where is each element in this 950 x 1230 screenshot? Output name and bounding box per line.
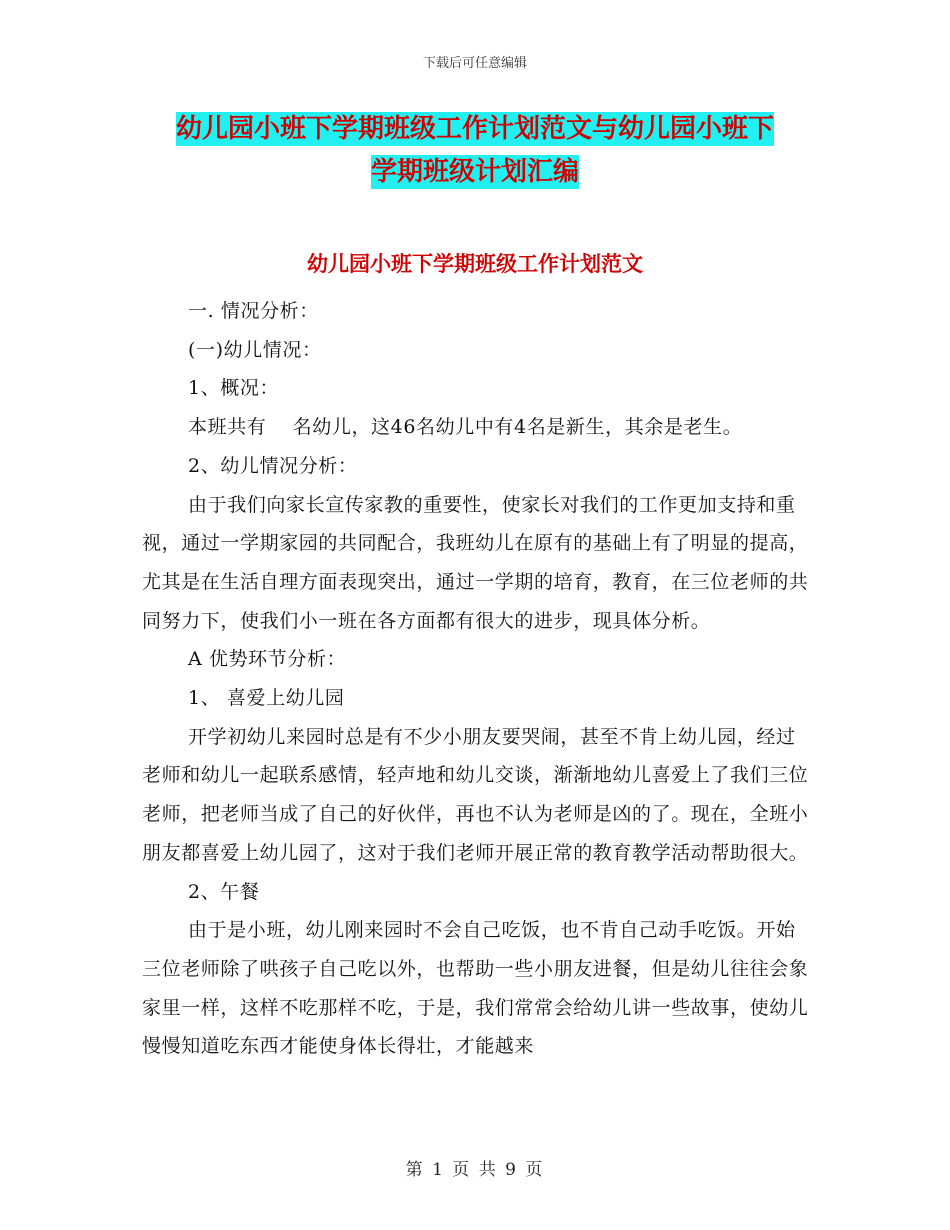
document-title (140, 108, 810, 194)
title-line-2: 学期班级计划汇编 (370, 157, 579, 187)
paragraph-overview: 本班共有 名幼儿，这46名幼儿中有4名是新生，其余是老生。 (188, 416, 743, 439)
page-number-footer: 第 1 页 共 9 页 (405, 1160, 545, 1180)
paragraph-children-analysis: 由于我们向家长宣传家教的重要性，使家长对我们的工作更加支持和重视，通过一学期家园的共同配合，我班幼儿在原有的基础上有了明显的提高，尤其是在生活自理方面表现突出，通过一学期的培育，教育，在三位老师的共同努力下，使我们小一班在各方面都有很大的进步，现具体分析。 (142, 493, 809, 632)
section-title: 幼儿园小班下学期班级工作计划范文 (307, 252, 643, 276)
heading-like-kindergarten: 1、 喜爱上幼儿园 (188, 687, 345, 710)
title-line-1: 幼儿园小班下学期班级工作计划范文与幼儿园小班下 (175, 114, 774, 144)
paragraph-like-kindergarten: 开学初幼儿来园时总是有不少小朋友要哭闹，甚至不肯上幼儿园，经过老师和幼儿一起联系感情，轻声地和幼儿交谈，渐渐地幼儿喜爱上了我们三位老师，把老师当成了自己的好伙伴，再也不认为老师是凶的了。现在，全班小朋友都喜爱上幼儿园了，这对于我们老师开展正常的教育教学活动帮助很大。 (142, 725, 809, 864)
paragraph-lunch: 由于是小班，幼儿刚来园时不会自己吃饭，也不肯自己动手吃饭。开始三位老师除了哄孩子自己吃以外，也帮助一些小朋友进餐，但是幼儿往往会象家里一样，这样不吃那样不吃，于是，我们常常会给幼儿讲一些故事，使幼儿 慢慢知道吃东西才能使身体长得壮，才能越来 (142, 919, 809, 1058)
document-body (142, 292, 812, 1066)
heading-children-situation: (一)幼儿情况： (188, 338, 322, 361)
heading-overview: 1、概况： (188, 377, 280, 400)
heading-children-analysis: 2、幼儿情况分析： (188, 454, 358, 477)
heading-lunch: 2、午餐 (188, 880, 260, 903)
heading-advantage-analysis: A 优势环节分析： (188, 648, 347, 671)
heading-situation-analysis: 一. 情况分析： (188, 300, 319, 322)
header-note: 下载后可任意编辑 (422, 56, 527, 71)
